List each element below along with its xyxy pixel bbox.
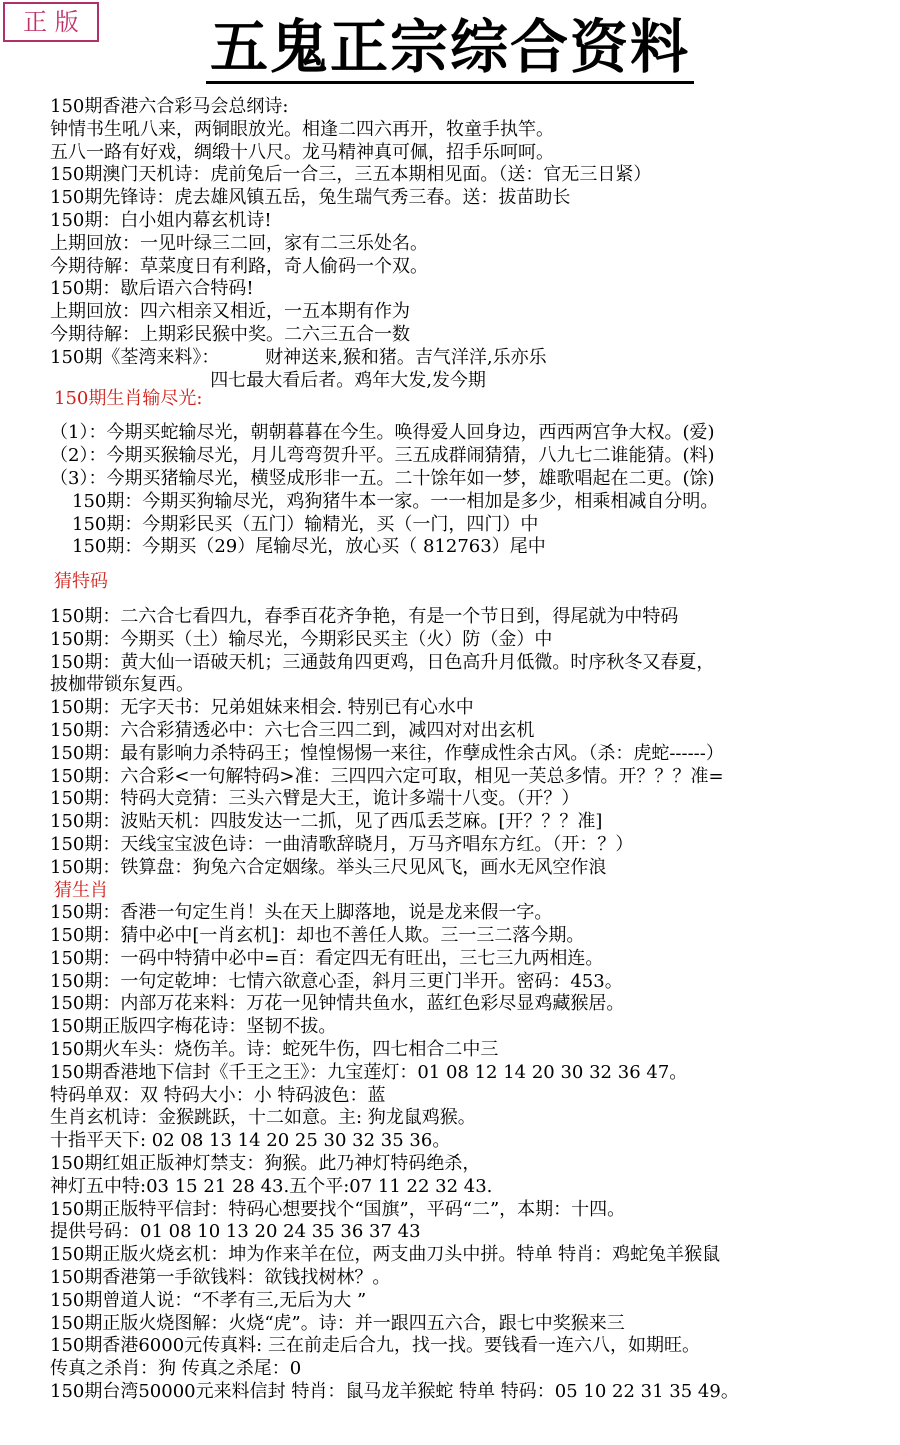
text-line: 上期回放：四六相亲又相近，一五本期有作为 [50, 301, 410, 323]
text-line: 150期：香港一句定生肖！头在天上脚落地，说是龙来假一字。 [50, 902, 553, 924]
text-line: 提供号码：01 08 10 13 20 24 35 36 37 43 [50, 1221, 421, 1243]
text-line: 生肖玄机诗：金猴跳跃，十二如意。主: 狗龙鼠鸡猴。 [50, 1107, 476, 1129]
text-line: 150期：一句定乾坤：七情六欲意心歪，斜月三更门半开。密码：453。 [50, 970, 623, 992]
text-line: 150期：黄大仙一语破天机；三通鼓角四更鸡，日色高升月低微。时序秋冬又春夏， [50, 651, 715, 673]
text-line: 150期：特码大竞猜：三头六臂是大王，诡计多端十八变。（开？） [50, 788, 580, 810]
text-line: 今期待解：草菜度日有利路，奇人偷码一个双。 [50, 255, 428, 277]
text-line: 150期：一码中特猜中必中=百：看定四无有旺出，三七三九两相连。 [50, 947, 604, 969]
text-line: 150期：六合彩猜透必中：六七合三四二到，减四对对出玄机 [50, 719, 535, 741]
text-line: 150期台湾50000元来料信封 特肖：鼠马龙羊猴蛇 特单 特码：05 10 22 31 35 49。 [50, 1381, 739, 1403]
text-line: 150期：波贴天机：四肢发达一二抓，见了西瓜丢芝麻。[开？？？准] [50, 811, 603, 833]
text-line: 150期先锋诗：虎去雄风镇五岳，兔生瑞气秀三春。送：拔苗助长 [50, 187, 571, 209]
text-line: 150期：今期买狗输尽光，鸡狗猪牛本一家。一一相加是多少，相乘相减自分明。 [72, 490, 719, 512]
text-line: 150期香港6000元传真料: 三在前走后合九，找一找。要钱看一连六八，如期旺。 [50, 1335, 700, 1357]
text-line: 150期正版火烧玄机：坤为作来羊在位，两支曲刀头中拼。特单 特肖：鸡蛇兔羊猴鼠 [50, 1244, 721, 1266]
text-line: 150期：最有影响力杀特码王；惶惶惕惕一来往，作孽成性余古风。（杀：虎蛇------） [50, 742, 724, 764]
text-line: 150期：二六合七看四九，春季百花齐争艳，有是一个节日到，得尾就为中特码 [50, 605, 679, 627]
text-line: 今期待解：上期彩民猴中奖。二六三五合一数 [50, 323, 410, 345]
section-heading: 猜特码 [54, 571, 108, 593]
text-line: （1）：今期买蛇输尽光，朝朝暮暮在今生。唤得爱人回身边，西西两宫争大权。(爱) [50, 422, 715, 444]
document-body [50, 96, 900, 1404]
text-line: 钟情书生吼八来，两铜眼放光。相逢二四六再开，牧童手执竿。 [50, 118, 554, 140]
text-line: 150期：六合彩<一句解特码>准：三四四六定可取，相见一芙总多情。开？？？准= [50, 765, 724, 787]
text-line: 披枷带锁东复西。 [50, 674, 194, 696]
text-line: 特码单双：双 特码大小：小 特码波色：蓝 [50, 1084, 386, 1106]
text-line: 150期：天线宝宝波色诗：一曲清歌辞晓月，万马齐唱东方红。（开：？） [50, 833, 634, 855]
text-line: 150期：今期买（土）输尽光，今期彩民买主（火）防（金）中 [50, 628, 553, 650]
text-line: 150期澳门天机诗：虎前兔后一合三，三五本期相见面。（送：官无三日紧） [50, 164, 652, 186]
section-guess-zodiac [50, 880, 900, 1404]
text-line: 传真之杀肖：狗 传真之杀尾：0 [50, 1358, 302, 1380]
section-heading: 150期生肖输尽光: [54, 387, 203, 409]
text-line: （2）：今期买猴输尽光，月儿弯弯贺升平。三五成群闹猜猜，八九七二谁能猜。(料) [50, 445, 715, 467]
text-line: 150期香港地下信封《千王之王》：九宝莲灯：01 08 12 14 20 30 32 36 47。 [50, 1061, 688, 1083]
section-zodiac-lose [50, 388, 900, 560]
text-line: 150期曾道人说：“不孝有三,无后为大 ” [50, 1289, 367, 1311]
text-line: 上期回放：一见叶绿三二回，家有二三乐处名。 [50, 232, 428, 254]
text-line: 150期正版特平信封：特码心想要找个“国旗”，平码“二”，本期：十四。 [50, 1198, 626, 1220]
text-line: 150期正版四字梅花诗：坚韧不拔。 [50, 1016, 337, 1038]
text-line: 150期：歇后语六合特码! [50, 278, 254, 300]
text-line: 150期：白小姐内幕玄机诗! [50, 209, 272, 231]
text-line: 五八一路有好戏，绸缎十八尺。龙马精神真可佩，招手乐呵呵。 [50, 141, 554, 163]
section-general [50, 96, 900, 388]
text-line: 四七最大看后者。鸡年大发,发今期 [50, 369, 486, 388]
section-guess-special [50, 571, 900, 879]
text-line: 150期香港第一手欲钱料：欲钱找树林？。 [50, 1267, 391, 1289]
genuine-badge: 正 版 [3, 2, 99, 42]
text-line: 150期：内部万花来料：万花一见钟情共鱼水，蓝红色彩尽显鸡藏猴居。 [50, 993, 625, 1015]
text-line: 神灯五中特:03 15 21 28 43.五个平:07 11 22 32 43. [50, 1175, 493, 1197]
text-line: 150期红姐正版神灯禁支：狗猴。此乃神灯特码绝杀， [50, 1153, 481, 1175]
page-title: 五鬼正宗综合资料 [0, 8, 900, 86]
text-line: 150期《荃湾来料》： 财神送来,猴和猪。吉气洋洋,乐亦乐 [50, 346, 547, 368]
text-line: 150期：铁算盘：狗兔六合定姻缘。举头三尺见风飞，画水无风空作浪 [50, 856, 607, 878]
text-line: 150期：今期彩民买（五门）输精光，买（一门，四门）中 [72, 513, 539, 535]
text-line: （3）：今期买猪输尽光，横竖成形非一五。二十馀年如一梦，雄歌唱起在二更。(馀) [50, 467, 715, 489]
text-line: 150期火车头：烧伤羊。诗：蛇死牛伤，四七相合二中三 [50, 1039, 499, 1061]
text-line: 150期香港六合彩马会总纲诗: [50, 96, 289, 117]
text-line: 150期：猜中必中[一肖玄机]：却也不善任人欺。三一三二落今期。 [50, 925, 585, 947]
text-line: 150期正版火烧图解：火烧“虎”。诗：并一跟四五六合，跟七中奖猴来三 [50, 1312, 625, 1334]
text-line: 十指平天下: 02 08 13 14 20 25 30 32 35 36。 [50, 1130, 451, 1152]
section-heading: 猜生肖 [54, 879, 108, 901]
text-line: 150期：今期买（29）尾输尽光，放心买（ 812763）尾中 [72, 536, 546, 558]
text-line: 150期：无字天书：兄弟姐妹来相会. 特别已有心水中 [50, 697, 474, 719]
